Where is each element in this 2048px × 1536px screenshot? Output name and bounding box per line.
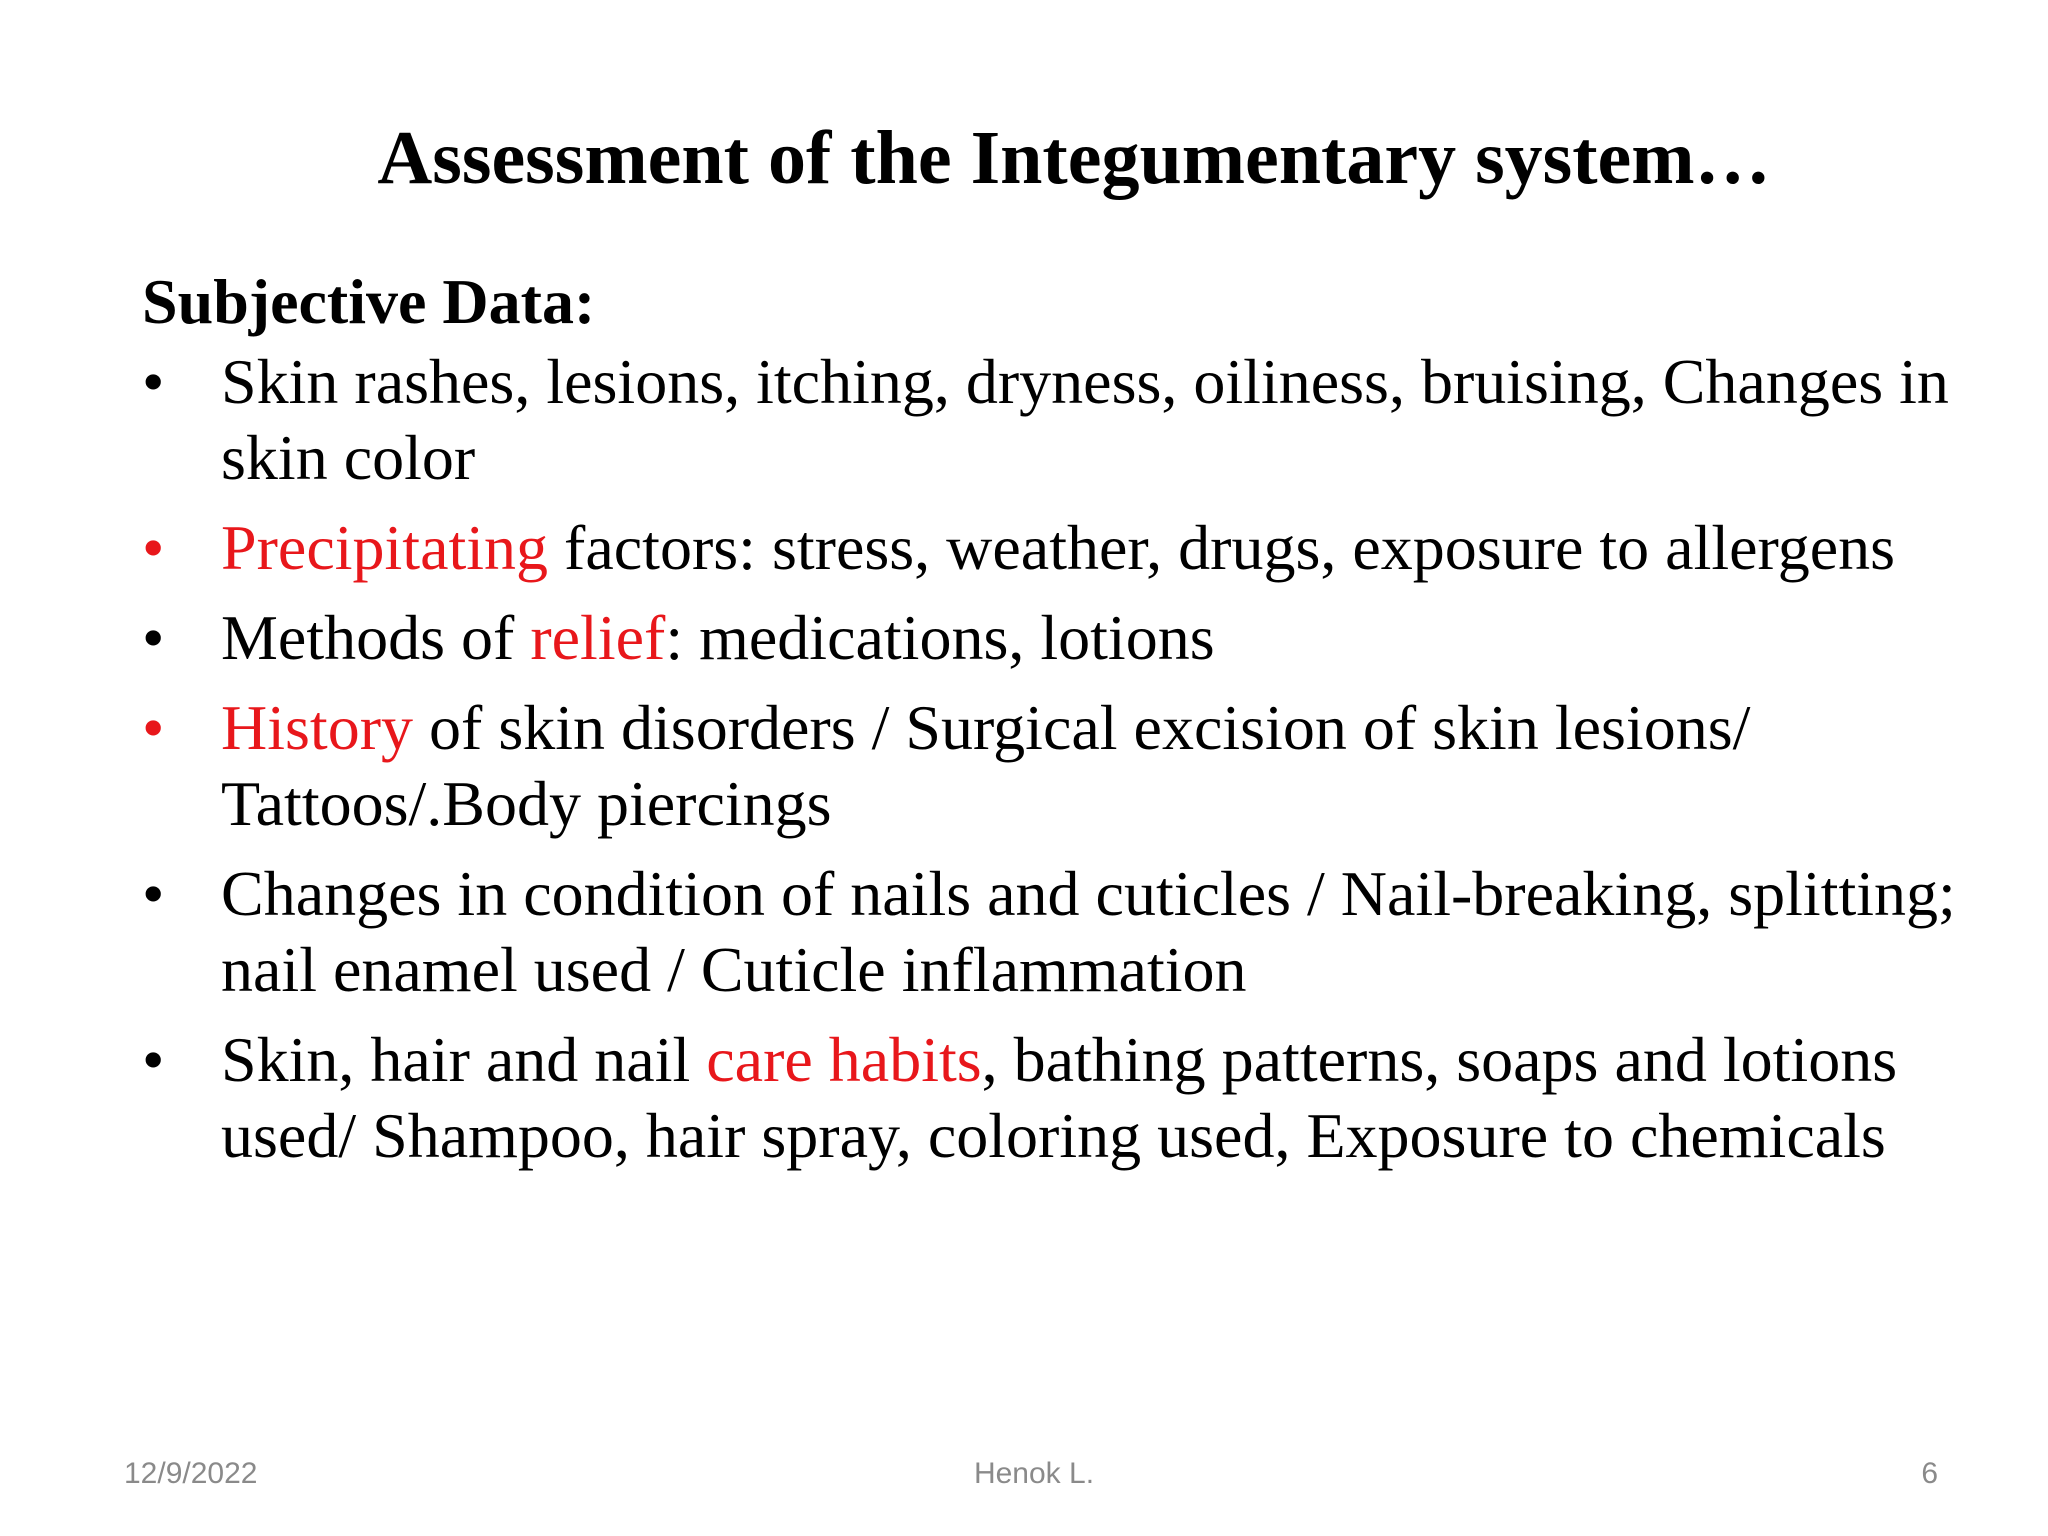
- bullet-text: Changes in condition of nails and cuticles / Nail-breaking, splitting; nail enamel used / Cuticle inflammation: [221, 858, 1956, 1005]
- highlight-text: relief: [530, 602, 666, 673]
- slide-title: Assessment of the Integumentary system…: [377, 116, 1771, 200]
- subheading: Subjective Data:: [142, 266, 596, 337]
- bullet-text: : medications, lotions: [665, 602, 1215, 673]
- footer-date: 12/9/2022: [124, 1457, 258, 1490]
- bullet-item: [142, 344, 2022, 496]
- bullet-item: [142, 510, 2022, 586]
- bullet-text: Skin rashes, lesions, itching, dryness, oiliness, bruising, Changes in skin color: [221, 346, 1949, 493]
- bullet-list: [142, 344, 2022, 1174]
- bullet-item: [142, 1022, 2022, 1174]
- bullet-text: Methods of: [221, 602, 531, 673]
- bullet-item: [142, 600, 2022, 676]
- bullet-marker: •: [142, 512, 165, 583]
- highlight-text: History: [221, 692, 413, 763]
- highlight-text: Precipitating: [221, 512, 549, 583]
- bullet-item: [142, 690, 2022, 842]
- bullet-marker: •: [142, 1024, 165, 1095]
- slide-content: [142, 264, 2022, 1188]
- footer-page-number: 6: [1921, 1457, 1938, 1490]
- bullet-text: of skin disorders / Surgical excision of skin lesions/ Tattoos/.Body piercings: [221, 692, 1751, 839]
- bullet-item: [142, 856, 2022, 1008]
- bullet-text: Skin, hair and nail: [221, 1024, 707, 1095]
- bullet-marker: •: [142, 346, 165, 417]
- bullet-marker: •: [142, 692, 165, 763]
- bullet-text: , bathing patterns, soaps and lotions used/ Shampoo, hair spray, coloring used, Exposure to chemicals: [221, 1024, 1898, 1171]
- highlight-text: care habits: [706, 1024, 982, 1095]
- bullet-text: factors: stress, weather, drugs, exposure to allergens: [548, 512, 1895, 583]
- footer-author: Henok L.: [973, 1457, 1095, 1490]
- bullet-marker: •: [142, 602, 165, 673]
- bullet-marker: •: [142, 858, 165, 929]
